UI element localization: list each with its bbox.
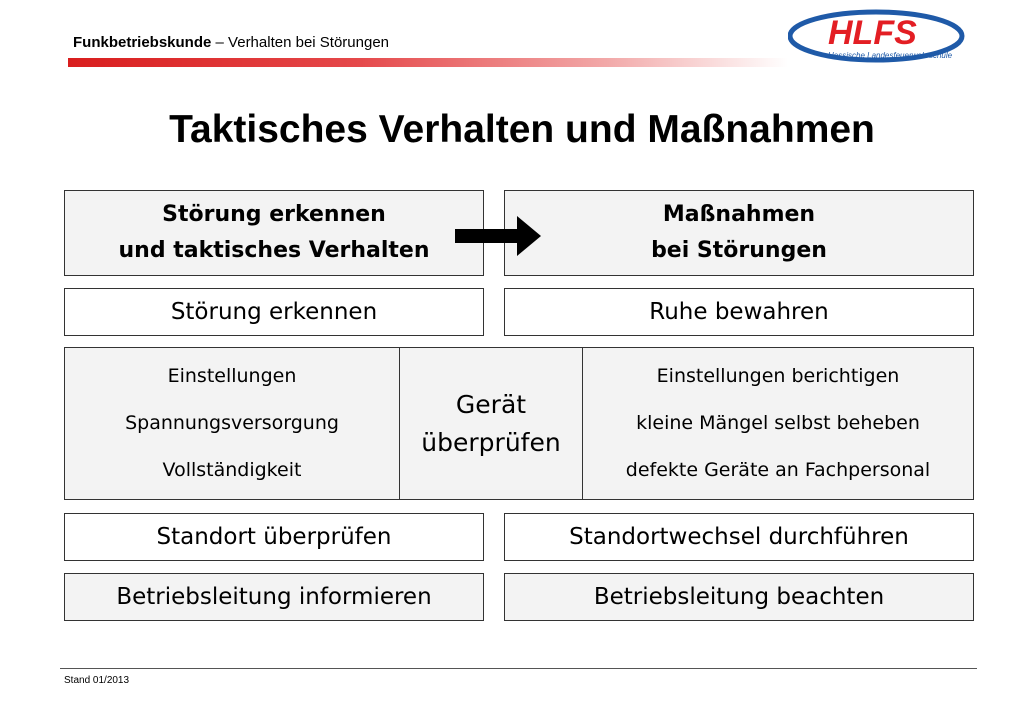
- logo-name: HLFS: [828, 14, 917, 52]
- device-check-center-cell: [400, 348, 583, 499]
- right-column-header: [504, 190, 974, 276]
- row-left-stoerung-erkennen: Störung erkennen: [64, 288, 484, 336]
- right-header-line-2: bei Störungen: [651, 238, 827, 263]
- left-column-header: [64, 190, 484, 276]
- logo-subtitle: Hessische Landesfeuerwehrschule: [828, 51, 953, 60]
- row-left-betriebsleitung-informieren: Betriebsleitung informieren: [64, 573, 484, 621]
- row-right-standortwechsel: Standortwechsel durchführen: [504, 513, 974, 561]
- device-check-center-line-1: Gerät: [455, 389, 527, 419]
- hlfs-logo: [788, 6, 968, 66]
- device-check-left-item: Einstellungen: [167, 365, 297, 387]
- device-check-right-cell: [583, 348, 973, 499]
- slide-title: Taktisches Verhalten und Maßnahmen: [169, 108, 875, 151]
- device-check-table: [64, 347, 974, 500]
- device-check-left-cell: [65, 348, 400, 499]
- device-check-right-item: defekte Geräte an Fachpersonal: [625, 459, 931, 481]
- header-accent-line: [68, 58, 788, 67]
- right-header-line-1: Maßnahmen: [662, 202, 816, 227]
- header-caption: [73, 34, 389, 51]
- left-header-line-1: Störung erkennen: [162, 202, 386, 227]
- device-check-left-item: Vollständigkeit: [162, 459, 302, 481]
- device-check-center-line-2: überprüfen: [421, 427, 561, 457]
- device-check-right-item: Einstellungen berichtigen: [656, 365, 900, 387]
- right-arrow-icon: [455, 216, 541, 256]
- device-check-left-item: Spannungsversorgung: [125, 412, 339, 434]
- row-left-standort-ueberpruefen: Standort überprüfen: [64, 513, 484, 561]
- device-check-right-item: kleine Mängel selbst beheben: [636, 412, 920, 434]
- footer-divider: [60, 668, 977, 669]
- header-section: Funkbetriebskunde: [73, 34, 212, 51]
- header-topic: Verhalten bei Störungen: [228, 34, 390, 51]
- row-right-betriebsleitung-beachten: Betriebsleitung beachten: [504, 573, 974, 621]
- header-separator: –: [215, 34, 224, 51]
- row-right-ruhe-bewahren: Ruhe bewahren: [504, 288, 974, 336]
- left-header-line-2: und taktisches Verhalten: [118, 238, 430, 263]
- footer-stand: Stand 01/2013: [64, 675, 130, 686]
